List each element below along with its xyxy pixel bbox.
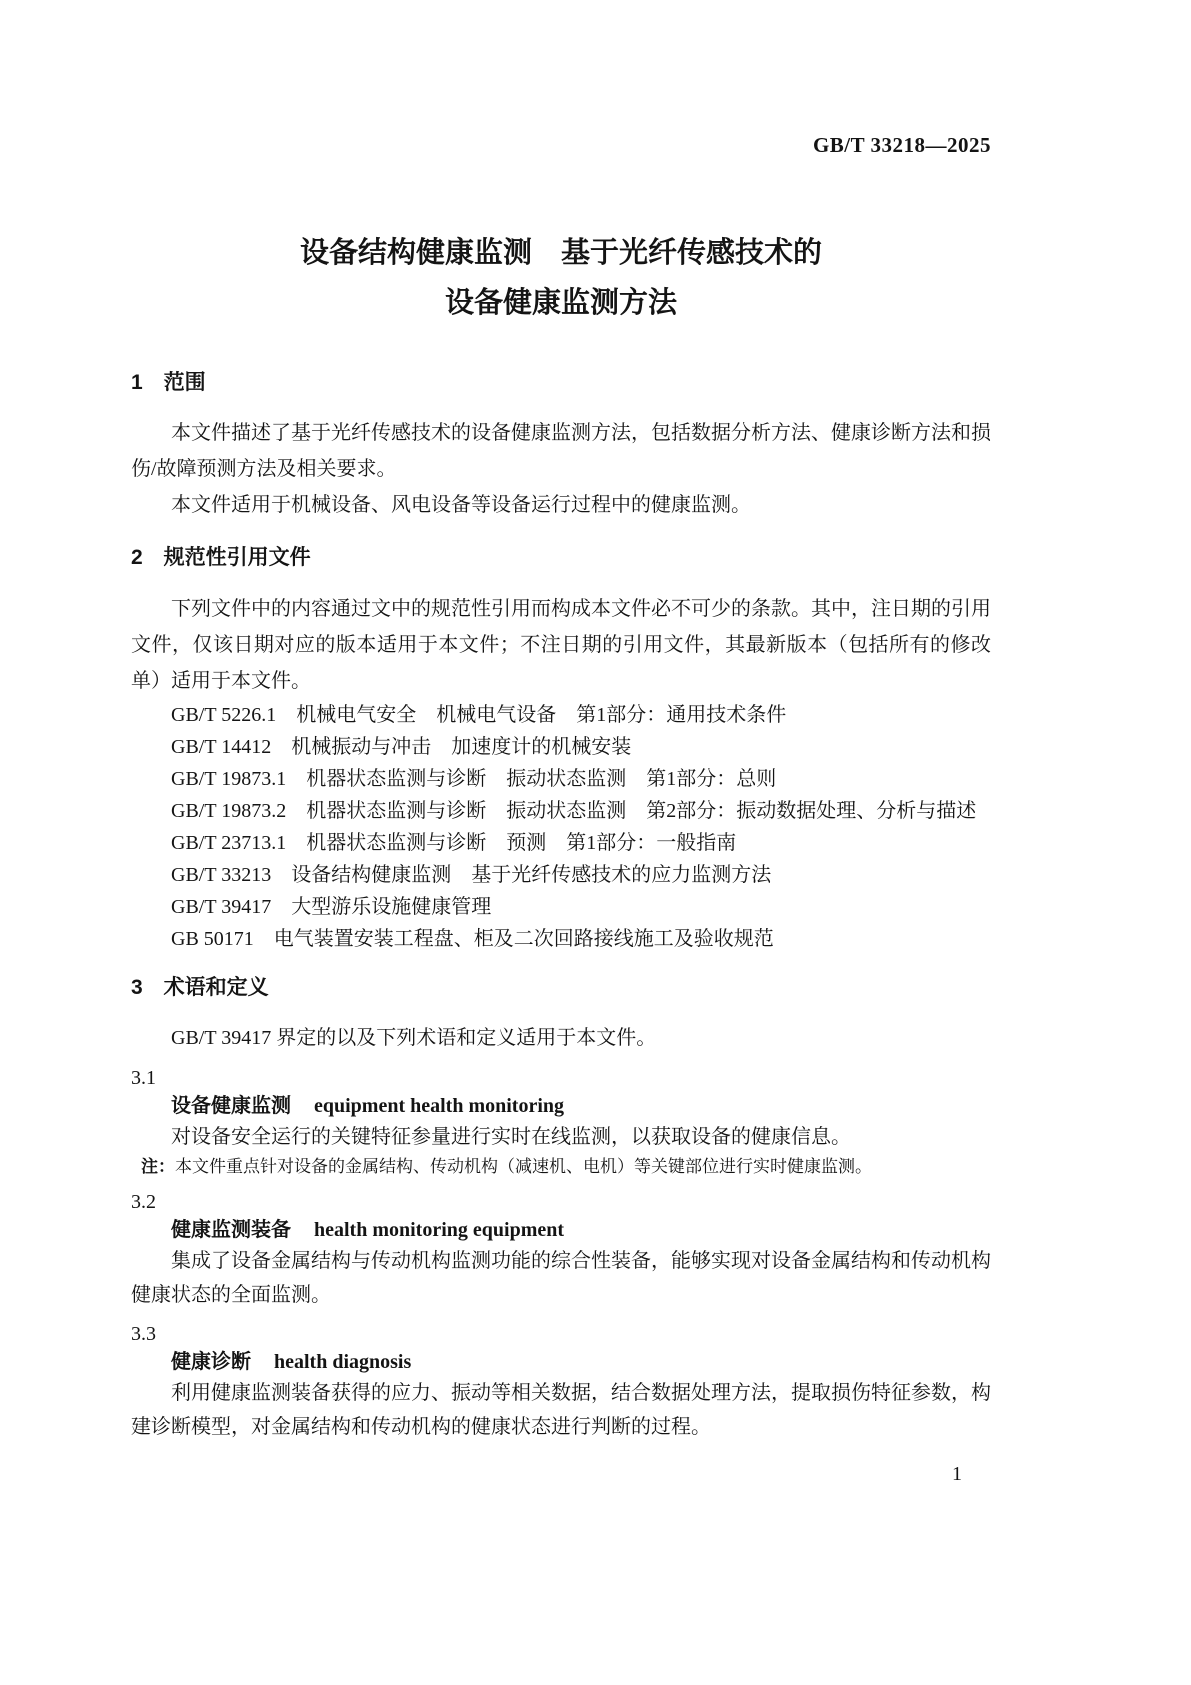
term-name-en: health monitoring equipment <box>314 1219 565 1242</box>
note-label: 注： <box>141 1157 175 1177</box>
document-page <box>131 0 991 1444</box>
reference-item: GB/T 14412 机械振动与冲击 加速度计的机械安装 <box>171 735 632 758</box>
term-name-cn: 设备健康监测 <box>171 1095 291 1118</box>
term-note <box>131 1154 991 1180</box>
scope-paragraph-2: 本文件适用于机械设备、风电设备等设备运行过程中的健康监测。 <box>171 494 751 517</box>
term-name-en: health diagnosis <box>274 1351 412 1374</box>
term-definition: 利用健康监测装备获得的应力、振动等相关数据，结合数据处理方法，提取损伤特征参数，构建诊断模型，对金属结构和传动机构的健康状态进行判断的过程。 <box>131 1382 991 1439</box>
references-intro: 下列文件中的内容通过文中的规范性引用而构成本文件必不可少的条款。其中，注日期的引用文件，仅该日期对应的版本适用于本文件；不注日期的引用文件，其最新版本（包括所有的修改单）适用于本文件。 <box>131 597 991 692</box>
term-entry <box>131 1064 991 1180</box>
term-title <box>131 1216 991 1244</box>
term-title <box>131 1348 991 1376</box>
page-number: 1 <box>952 1463 962 1485</box>
term-entry <box>131 1320 991 1444</box>
term-number: 3.3 <box>131 1323 156 1346</box>
document-title <box>131 228 991 328</box>
reference-item: GB/T 23713.1 机器状态监测与诊断 预测 第1部分：一般指南 <box>171 831 737 854</box>
note-text: 本文件重点针对设备的金属结构、传动机构（减速机、电机）等关键部位进行实时健康监测。 <box>175 1157 872 1177</box>
term-number: 3.1 <box>131 1067 156 1090</box>
title-line-1: 设备结构健康监测 基于光纤传感技术的 <box>299 237 822 269</box>
doc-number: GB/T 33218—2025 <box>812 133 991 157</box>
reference-item: GB/T 39417 大型游乐设施健康管理 <box>171 895 492 918</box>
scope-paragraph-1: 本文件描述了基于光纤传感技术的设备健康监测方法，包括数据分析方法、健康诊断方法和损伤/故障预测方法及相关要求。 <box>131 422 991 481</box>
term-name-en: equipment health monitoring <box>314 1095 565 1118</box>
term-number: 3.2 <box>131 1191 156 1214</box>
term-entry <box>131 1188 991 1312</box>
term-definition: 集成了设备金属结构与传动机构监测功能的综合性装备，能够实现对设备金属结构和传动机构健康状态的全面监测。 <box>131 1250 991 1307</box>
section-references-heading: 2 规范性引用文件 <box>131 546 311 570</box>
reference-item: GB/T 19873.1 机器状态监测与诊断 振动状态监测 第1部分：总则 <box>171 767 777 790</box>
title-line-2: 设备健康监测方法 <box>444 287 677 319</box>
term-name-cn: 健康诊断 <box>171 1351 251 1374</box>
section-terms-heading: 3 术语和定义 <box>131 975 269 999</box>
reference-item: GB/T 19873.2 机器状态监测与诊断 振动状态监测 第2部分：振动数据处理、分析与描述 <box>171 799 977 822</box>
terms-intro: GB/T 39417 界定的以及下列术语和定义适用于本文件。 <box>171 1027 657 1050</box>
reference-item: GB/T 5226.1 机械电气安全 机械电气设备 第1部分：通用技术条件 <box>171 703 787 726</box>
reference-list <box>131 699 991 955</box>
reference-item: GB 50171 电气装置安装工程盘、柜及二次回路接线施工及验收规范 <box>171 927 774 950</box>
section-scope-heading: 1 范围 <box>131 371 206 394</box>
reference-item: GB/T 33213 设备结构健康监测 基于光纤传感技术的应力监测方法 <box>171 863 772 886</box>
term-definition: 对设备安全运行的关键特征参量进行实时在线监测，以获取设备的健康信息。 <box>171 1126 851 1149</box>
term-name-cn: 健康监测装备 <box>171 1219 291 1242</box>
term-title <box>131 1092 991 1120</box>
